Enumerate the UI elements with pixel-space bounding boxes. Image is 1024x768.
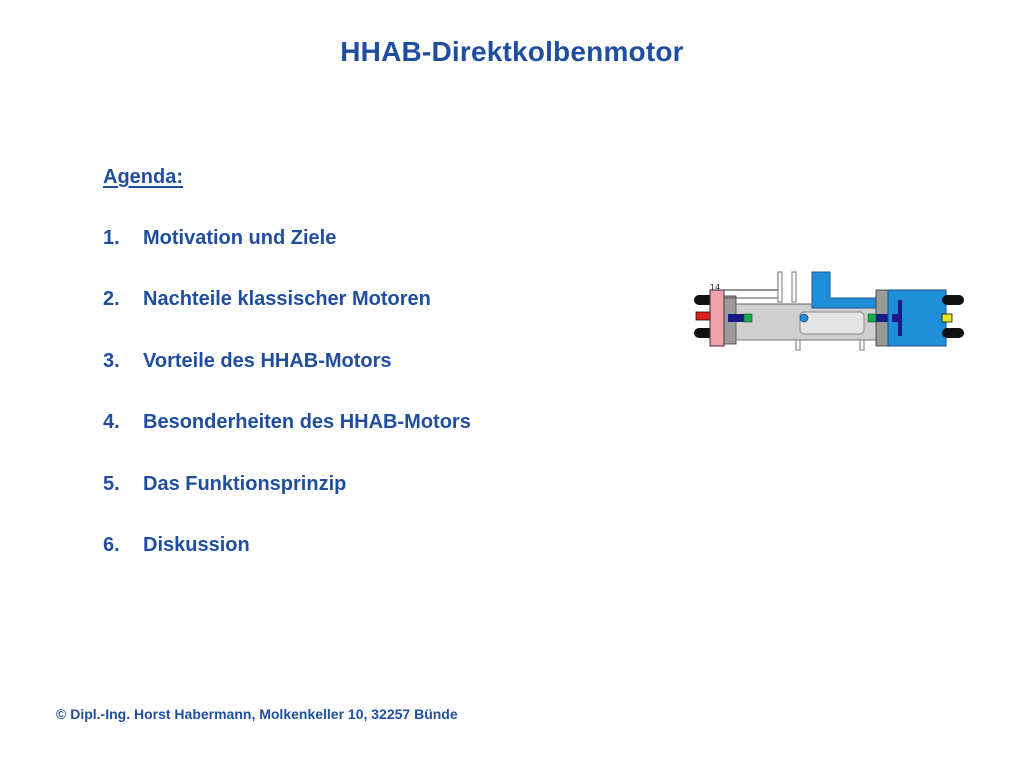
agenda-item-3 <box>103 350 471 411</box>
agenda-item-label: Nachteile klassischer Motoren <box>143 288 431 311</box>
left-end-cap <box>710 290 724 346</box>
page-title: HHAB-Direktkolbenmotor <box>340 36 684 67</box>
agenda-heading: Agenda: <box>103 166 183 188</box>
blue-intake-tube <box>812 272 878 308</box>
wheel-right-top <box>942 295 964 305</box>
left-top-bracket <box>724 272 778 294</box>
agenda-item-4 <box>103 411 471 472</box>
agenda-item-number: 4. <box>103 411 120 434</box>
engine-diagram <box>692 268 968 354</box>
agenda-item-label: Motivation und Ziele <box>143 227 337 249</box>
agenda-item-number: 3. <box>103 349 120 372</box>
piston-chamber <box>800 312 864 334</box>
agenda-item-number: 2. <box>103 288 120 311</box>
agenda-item-6 <box>103 534 471 595</box>
agenda-item-2 <box>103 288 471 349</box>
agenda-item-1 <box>103 227 471 288</box>
footer-copyright: © Dipl.-Ing. Horst Habermann, Molkenkeller 10, 32257 Bünde <box>56 706 458 722</box>
agenda-item-label: Besonderheiten des HHAB-Motors <box>143 411 471 434</box>
agenda-item-label: Das Funktionsprinzip <box>143 472 347 495</box>
valve-right-green <box>868 314 876 322</box>
valve-left-green <box>744 314 752 322</box>
post-mid <box>792 272 796 302</box>
piston-rod-left <box>728 314 744 322</box>
agenda-item-5 <box>103 473 471 534</box>
diagram-label: 14 <box>710 283 721 292</box>
post-left <box>778 272 782 302</box>
agenda-item-number: 6. <box>103 533 120 556</box>
t-bar-head <box>898 300 902 336</box>
agenda-list <box>103 227 471 595</box>
valve-right-yellow <box>942 314 952 322</box>
agenda-item-label: Diskussion <box>143 533 250 556</box>
agenda-item-label: Vorteile des HHAB-Motors <box>143 349 392 372</box>
lower-post-right <box>860 340 864 350</box>
blue-ball <box>800 314 808 322</box>
wheel-right-bottom <box>942 328 964 338</box>
lower-post-left <box>796 340 800 350</box>
agenda-item-number: 5. <box>103 472 120 495</box>
agenda-item-number: 1. <box>103 227 120 249</box>
